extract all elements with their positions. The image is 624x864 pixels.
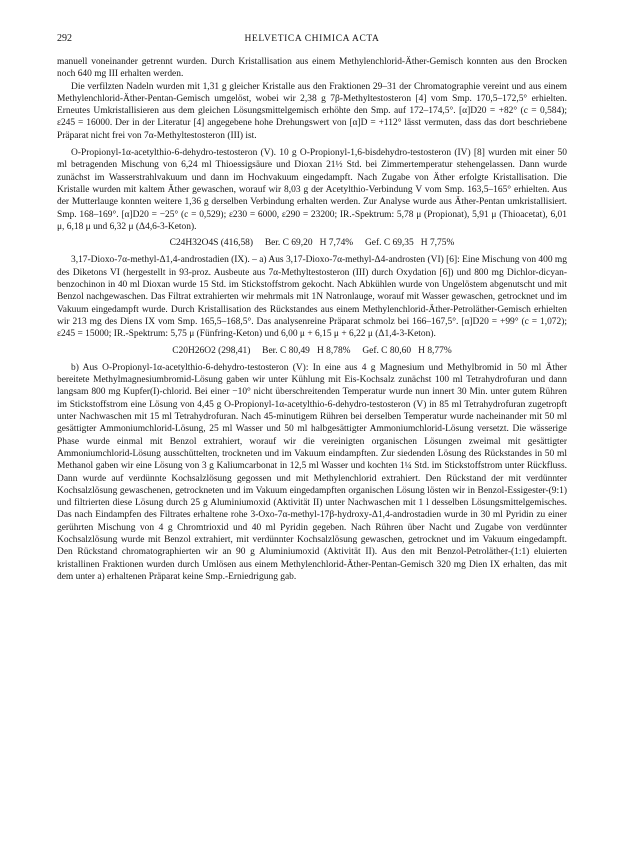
paragraph-continuation: manuell voneinander getrennt wurden. Durch Kristallisation aus einem Methylenchlorid-Äther-Gemisch konnten aus den Brocken noch 640 mg III erhalten werden. [57, 57, 567, 80]
paragraph-7beta-methyltestosteron: Die verfilzten Nadeln wurden mit 1,31 g gleicher Kristalle aus den Fraktionen 29–31 der Chromatographie vereint und aus einem Methylenchlorid-Äther-Pentan-Gemisch umgelöst, wobei wir 2,38 g 7β-Methyltestosteron [4] vom Smp. 170,5–172,5° erhielten. Erneutes Umkristallisieren aus dem gleichen Lösungsmittelgemisch erhöhte den Smp. auf 172–174,5°. [α]D20 = +82° (c = 0,584); ε245 = 16000. Der in der Literatur [4] angegebene hohe Drehungswert von [α]D = +112° lässt vermuten, dass das dort beschriebene Präparat nicht frei von 7α-Methyltestosteron (III) ist. [57, 81, 567, 141]
paragraph-compound-ix-b: b) Aus O-Propionyl-1α-acetylthio-6-dehydro-testosteron (V): In eine aus 4 g Magnesium und Methylbromid in 50 ml Äther bereitete Methylmagnesiumbromid-Lösung gaben wir unter Kühlung mit Eis-Kochsalz zunächst 100 ml Tetrahydrofuran und dann langsam 800 mg Kupfer(I)-chlorid. Bei einer −10° nicht überschreitenden Temperatur wurde nun innert 30 Min. unter gutem Rühren im Stickstoffstrom eine Lösung von 4,45 g O-Propionyl-1α-acetylthio-6-dehydro-testosteron (V) in 85 ml Tetrahydrofuran zugetropft unter Nachwaschen mit 15 ml Tetrahydrofuran. Nach 45-minutigem Rühren bei derselben Temperatur wurde nacheinander mit 50 ml gesättigter Ammoniumchlorid-Lösung, 25 ml Wasser und 50 ml halbgesättigter Ammoniumchlorid-Lösung versetzt. Die wässerige Phase wurde einmal mit Benzol extrahiert, worauf wir die vereinigten organischen Lösungen zweimal mit gesättigter Ammoniumchlorid-Lösung ausschüttelten, trockneten und im Vakuum eindampften. Zur siedenden Lösung des Rückstandes in 50 ml Methanol gaben wir eine Lösung von 3 g Kaliumcarbonat in 12,5 ml Wasser und kochten 1¼ Std. im Stickstoffstrom unter Rückfluss. Dann wurde auf verdünnte Kochsalzlösung gegossen und mit Methylenchlorid extrahiert. Den Rückstand der mit verdünnter Kochsalzlösung gewaschenen, getrockneten und im Vakuum eingedampften organischen Lösung lösten wir in Benzol-Essigester-(9:1) und filtrierten diese Lösung durch 25 g Aluminiumoxid (Aktivität II) unter Nachwaschen mit 1 l desselben Lösungsmittelgemisches. Das nach Eindampfen des Filtrates erhaltene rohe 3-Oxo-7α-methyl-17β-hydroxy-Δ1,4-androstadien wurde in 30 ml Pyridin zu einer gerührten Mischung von 4 g Chromtrioxid und 40 ml Pyridin gegeben. Nach Rühren über Nacht und Zugabe von verdünnter Kochsalzlösung wurde mit Benzol extrahiert, mit verdünnter Kochsalzlösung gewaschen, getrocknet und im Vakuum eingedampft. Den Rückstand chromatographierten wir an 90 g Aluminiumoxid (Aktivität II). Aus den mit Benzol-Petroläther-(1:1) eluierten kristallinen Fraktionen wurden durch Umlösen aus einem Methylenchlorid-Äther-Pentan-Gemisch 320 mg Dien IX erhalten, das mit dem unter a) erhaltenen Präparat keine Smp.-Erniedrigung gab. [57, 362, 567, 582]
page-number: 292 [57, 33, 72, 44]
running-title: HELVETICA CHIMICA ACTA [244, 34, 380, 44]
paragraph-compound-v: O-Propionyl-1α-acetylthio-6-dehydro-testosteron (V). 10 g O-Propionyl-1,6-bisdehydro-testosteron (IV) [8] wurden mit einer 50 ml betragenden Mischung von 6,24 ml Thioessigsäure und Dioxan 21½ Std. bei Zimmertemperatur stehengelassen. Dann wurde zunächst im Wasserstrahlvakuum und dann im Hochvakuum eingedampft. Nach Zugabe von Äther erfolgte Kristallisation. Die Kristalle wurden mit kaltem Äther gewaschen, worauf wir 8,03 g der Acetylthio-Verbindung V vom Smp. 163,5–165° erhielten. Aus der Mutterlauge konnten weitere 1,36 g derselben Verbindung erhalten werden. Zur Analyse wurde aus Äther-Pentan umkristallisiert. Smp. 168–169°. [α]D20 = −25° (c = 0,529); ε230 = 6000, ε290 = 23200; IR.-Spektrum: 5,78 μ (Propionat), 5,91 μ (Thioacetat), 6,01 μ, 6,18 μ und 6,32 μ (Δ4,6-3-Keton). [57, 148, 567, 232]
elemental-analysis-v: C24H32O4S (416,58) Ber. C 69,20 H 7,74% Gef. C 69,35 H 7,75% [169, 238, 455, 249]
paragraph-compound-ix-a: 3,17-Dioxo-7α-methyl-Δ1,4-androstadien (IX). – a) Aus 3,17-Dioxo-7α-methyl-Δ4-androsten (VI) [6]: Eine Mischung von 400 mg des Diketons VI (hergestellt in 93-proz. Ausbeute aus 7α-Methyltestosteron (III) durch Oxydation [6]) und 800 mg Dichlor-dicyan-benzochinon in 40 ml Dioxan wurde 15 Std. im Stickstoffstrom gekocht. Nach Abkühlen wurde von Ungelöstem abgenutscht und mit Benzol nachgewaschen. Das Filtrat extrahierten wir mehrmals mit 1N Natronlauge, worauf mit Wasser gewaschen, getrocknet und im Vakuum eingedampft wurde. Durch Kristallisation des Rückstandes aus einem Methylenchlorid-Äther-Petroläther-Gemisch erhielten wir 213 mg des Diens IX vom Smp. 165,5–168,5°. Das analysenreine Präparat schmolz bei 166–167,5°. [α]D20 = +99° (c = 1,072); ε245 = 15000; IR.-Spektrum: 5,75 μ (Fünfring-Keton) und 6,00 μ + 6,15 μ + 6,22 μ (Δ1,4-3-Keton). [57, 255, 567, 340]
article-body [57, 56, 567, 583]
page-header [57, 32, 567, 46]
elemental-analysis-ix: C20H26O2 (298,41) Ber. C 80,49 H 8,78% Gef. C 80,60 H 8,77% [172, 345, 452, 356]
